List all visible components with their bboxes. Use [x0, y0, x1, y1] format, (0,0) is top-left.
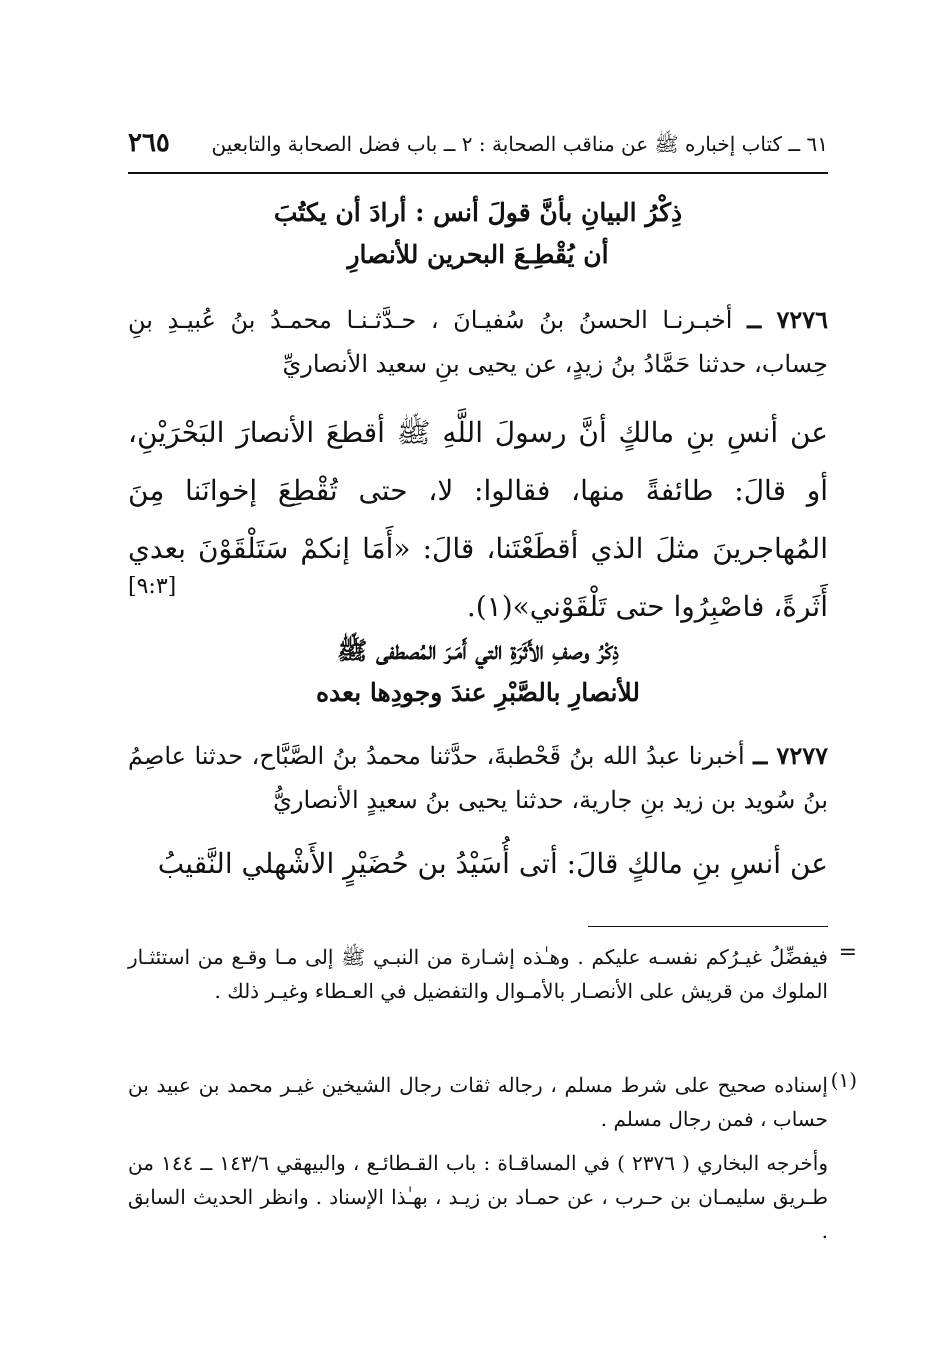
section-heading-1-line1: ذِكْرُ البيانِ بأنَّ قولَ أنس : أرادَ أن يكتُبَ — [273, 198, 683, 227]
footnote-continuation-mark: = — [838, 940, 857, 965]
hadith-7276-matn: عن أنسِ بنِ مالكٍ أنَّ رسولَ اللَّهِ ﷺ أقطعَ الأنصارَ البَحْرَيْنِ، أو قالَ: طائفةً منها، فقالوا: لا، حتى تُقْطِعَ إخوانَنا مِنَ المُهاجرينَ مثلَ الذي أقطَعْتَنا، قالَ: «أَمَا إنكمْ سَتَلْقَوْنَ بعدي أَثَرةً، فاصْبِرُوا حتى تَلْقَوْني»(١). — [128, 416, 828, 623]
hadith-number: ٧٢٧٧ ــ — [753, 741, 828, 770]
footnote-divider — [588, 926, 828, 927]
hadith-7277-matn: عن أنسِ بنِ مالكٍ قالَ: أتى أُسَيْدُ بن حُضَيْرٍ الأَشْهلي النَّقيبُ — [157, 847, 828, 880]
page-number: ٢٦٥ — [128, 128, 170, 158]
isnad-text: أخبرنا عبدُ الله بنُ قَحْطبةَ، حدَّثنا محمدُ بنُ الصَّبَّاح، حدثنا عاصِمُ بنُ سُويد بن زيد بنِ جارية، حدثنا يحيى بنُ سعيدٍ الأنصاريُّ — [128, 742, 828, 814]
section-heading-2-line1: ذِكْرُ وصفِ الأَثَرَةِ التي أَمَـرَ المُصطفى ﷺ — [337, 636, 619, 665]
isnad-text: أخبـرنـا الحسنُ بنُ سُفيـانَ ، حـدَّثـنـا محمـدُ بنُ عُبيـدِ بنِ حِساب، حدثنا حَمَّادُ بنُ زيدٍ، عن يحيى بنِ سعيد الأنصاريِّ — [128, 306, 828, 378]
footnote-1-text-2: وأخرجه البخاري ( ٢٣٧٦ ) في المساقـاة : باب القـطائـع ، والبيهقي ١٤٣/٦ ــ ١٤٤ من طـريق سليمـان بن حـرب ، عن حمـاد بن زيـد ، بهـٰذا الإسناد . وانظر الحديث السابق . — [128, 1151, 829, 1243]
source-reference: [٩:٣] — [128, 574, 177, 599]
running-title: ٦١ ــ كتاب إخباره ﷺ عن مناقب الصحابة : ٢ ــ باب فضل الصحابة والتابعين — [211, 132, 828, 156]
hadith-7276-isnad — [128, 298, 828, 386]
section-heading-1 — [128, 192, 828, 276]
running-header — [128, 126, 828, 166]
section-heading-2 — [128, 630, 828, 714]
hadith-7277-isnad — [128, 734, 828, 822]
section-heading-1-line2: أن يُقْطِـعَ البحرين للأنصارِ — [347, 240, 609, 269]
section-heading-2-line2: للأنصارِ بالصَّبْرِ عندَ وجودِها بعده — [315, 678, 641, 707]
hadith-number: ٧٢٧٦ ــ — [747, 305, 828, 334]
footnote-1-number: (١) — [830, 1068, 857, 1092]
footnote-1-text: إسناده صحيح على شرط مسلم ، رجاله ثقات رجال الشيخين غيـر محمد بن عبيد بن حساب ، فمن رجال مسلم . — [128, 1073, 828, 1131]
footnote-continuation: فيفضِّلُ غيـرُكم نفسـه عليكم . وهـٰذه إشـارة من النبـي ﷺ إلى مـا وقـع من استئثـار الملوك من قريش على الأنصـار بالأمـوال والتفضيل في العـطاء وغيـر ذلك . — [128, 945, 828, 1003]
header-divider — [128, 172, 828, 174]
